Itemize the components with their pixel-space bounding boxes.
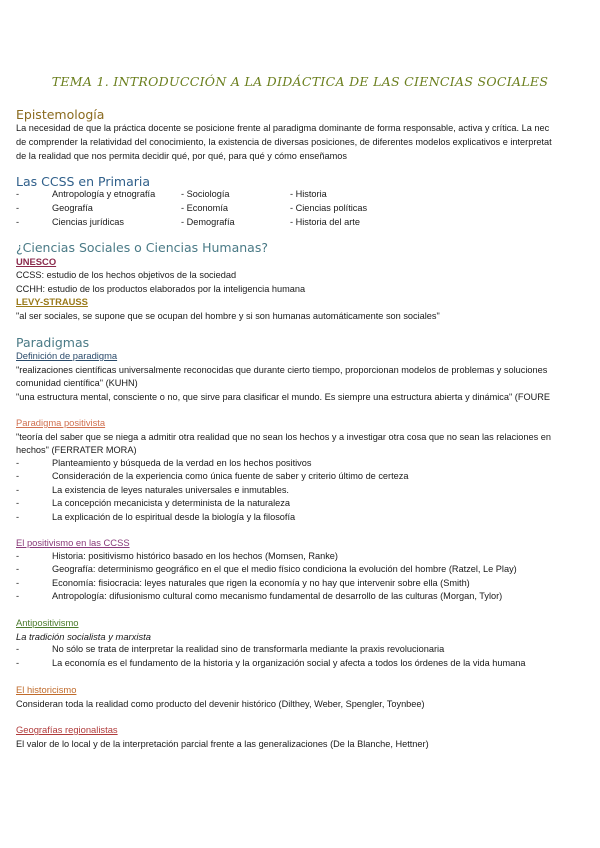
paragraph: El valor de lo local y de la interpretación parcial frente a las generalizaciones (De la Blanche, Hettner) — [16, 739, 429, 749]
subheading-levy-strauss: LEVY-STRAUSS — [16, 296, 88, 307]
paragraph: CCSS: estudio de los hechos objetivos de la sociedad — [16, 270, 237, 280]
heading-ciencias: ¿Ciencias Sociales o Ciencias Humanas? — [16, 240, 268, 255]
list-item: - Historia del arte — [290, 217, 360, 227]
document-page: TEMA 1. INTRODUCCIÓN A LA DIDÁCTICA DE LAS CIENCIAS SOCIALES Epistemología La necesidad de que la práctica docente se posicione frente al paradigma dominante de forma responsable, activa y crítica. La nec de comprender la relatividad del conocimiento, la existencia de diversas posiciones, de diferentes modelos explicativos e interpretat de la realidad que nos permita decidir qué, por qué, para qué y cómo enseñamos Las CCSS en Primaria - Antropología y etnografía - Geografía - Ciencias jurídicas - Sociología - Economía - Demografía - Historia - Ciencias políticas - Historia del arte ¿Ciencias Sociales o Ciencias Humanas? UNESCO CCSS: estudio de los hechos objetivos de la sociedad CCHH: estudio de los productos elaborados por la inteligencia humana LEVY-STRAUSS "al ser sociales, se supone que se ocupan del hombre y si son humanas automáticamente son sociales" Paradigmas Definición de paradigma "realizaciones científicas universalmente reconocidas que durante cierto tiempo, proporcionan modelos de problemas y soluciones comunidad científica" (KUHN) "una estructura mental, consciente o no, que sirve para clasificar el mundo. Es siempre una estructura abierta y dinámica" (FOURE Paradigma positivista "teoría del saber que se niega a admitir otra realidad que no sean los hechos y a investigar otra cosa que no sean las relaciones en hechos" (FERRATER MORA) - Planteamiento y búsqueda de la verdad en los hechos positivos - Consideración de la experiencia como única fuente de saber y criterio último de certeza - La existencia de leyes naturales universales e inmutables. - La concepción mecanicista y determinista de la naturaleza - La explicación de lo espiritual desde la biología y la filosofía El positivismo en las CCSS - Historia: positivismo histórico basado en los hechos (Momsen, Ranke) - Geografía: determinismo geográfico en el que el medio físico condiciona la evolución del hombre (Ratzel, Le Play) - Economía: fisiocracia: leyes naturales que rigen la economía y no hay que intervenir sobre ella (Smith) - Antropología: difusionismo cultural como mecanismo fundamental de desarrollo de las culturas (Morgan, Tylor) Antipositivismo La tradición socialista y marxista - No sólo se trata de interpretar la realidad sino de transformarla mediante la praxis revolucionaria - La economía es el fundamento de la historia y la organización social y afecta a todos los órdenes de la vida humana El historicismo Consideran toda la realidad como producto del devenir histórico (Dilthey, Weber, Spengler, Toynbee) Geografías regionalistas El valor de lo local y de la interpretación parcial frente a las generalizaciones (De la Blanche, Hettner) — [0, 0, 600, 848]
list-item: - Ciencias políticas — [290, 203, 368, 213]
subheading-unesco: UNESCO — [16, 256, 57, 267]
paragraph: Consideran toda la realidad como producto del devenir histórico (Dilthey, Weber, Spengler, Toynbee) — [16, 699, 425, 709]
paragraph: "teoría del saber que se niega a admitir otra realidad que no sean los hechos y a investigar otra cosa que no sean las relaciones en — [16, 432, 551, 442]
list-item: - Economía — [181, 203, 228, 213]
paragraph: "una estructura mental, consciente o no, que sirve para clasificar el mundo. Es siempre una estructura abierta y dinámica" (FOURE — [16, 392, 551, 402]
heading-ccss-primaria: Las CCSS en Primaria — [16, 174, 151, 189]
paragraph: CCHH: estudio de los productos elaborados por la inteligencia humana — [16, 284, 306, 294]
paragraph: "realizaciones científicas universalmente reconocidas que durante cierto tiempo, proporcionan modelos de problemas y soluciones — [16, 365, 548, 375]
heading-epistemologia: Epistemología — [16, 107, 105, 122]
heading-paradigmas: Paradigmas — [16, 335, 90, 350]
epistemologia-line: de la realidad que nos permita decidir qué, por qué, para qué y cómo enseñamos — [16, 151, 347, 161]
subheading-definicion: Definición de paradigma — [16, 350, 118, 361]
paragraph: comunidad científica" (KUHN) — [16, 378, 138, 388]
list-item: - Demografía — [181, 217, 235, 227]
subheading-antipositivismo: Antipositivismo — [16, 617, 79, 628]
italic-subtitle: La tradición socialista y marxista — [16, 631, 151, 642]
subheading-historicismo: El historicismo — [16, 684, 77, 695]
epistemologia-line: de comprender la relatividad del conocimiento, la existencia de diversas posiciones, de diferentes modelos explicativos e interpretat — [16, 137, 552, 147]
quote: "al ser sociales, se supone que se ocupan del hombre y si son humanas automáticamente son sociales" — [16, 311, 440, 321]
document-title: TEMA 1. INTRODUCCIÓN A LA DIDÁCTICA DE LAS CIENCIAS SOCIALES — [51, 74, 549, 89]
paragraph: hechos" (FERRATER MORA) — [16, 445, 137, 455]
subheading-positivista: Paradigma positivista — [16, 417, 106, 428]
list-item: - Sociología — [181, 189, 230, 199]
epistemologia-line: La necesidad de que la práctica docente se posicione frente al paradigma dominante de forma responsable, activa y crítica. La nec — [16, 123, 550, 133]
subheading-regionalistas: Geografías regionalistas — [16, 724, 118, 735]
list-item: - Historia — [290, 189, 327, 199]
subheading-positivismo-ccss: El positivismo en las CCSS — [16, 537, 130, 548]
